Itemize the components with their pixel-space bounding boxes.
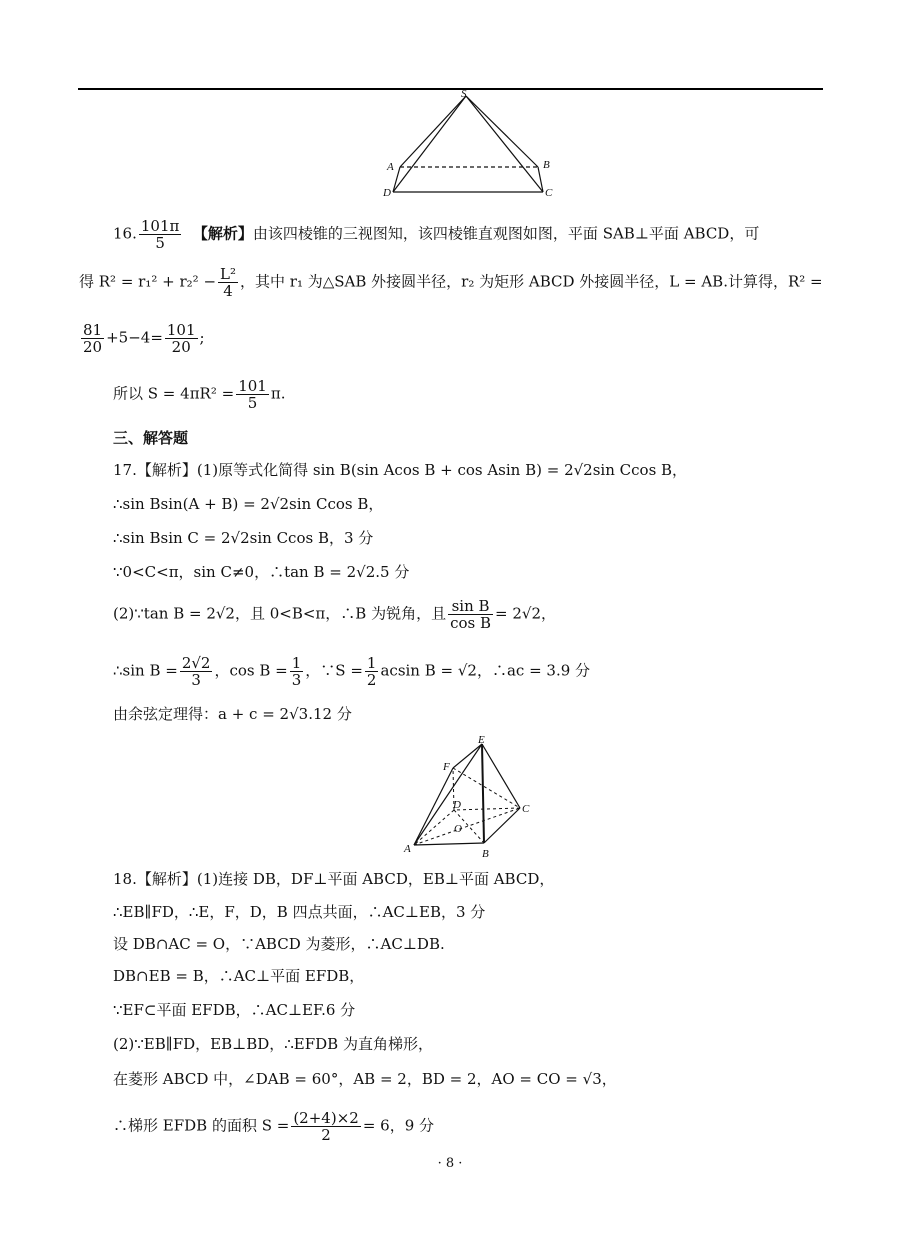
label-f: F <box>443 761 450 773</box>
section-heading: 三、解答题 <box>113 429 189 447</box>
label-e: E <box>478 734 485 746</box>
q18-line2: ∴EB∥FD，∴E，F，D，B 四点共面，∴AC⊥EB，3 分 <box>113 903 486 921</box>
label-s: S <box>461 88 467 100</box>
q18-line5: ∵EF⊂平面 EFDB，∴AC⊥EF.6 分 <box>113 1001 356 1019</box>
q18-line7: 在菱形 ABCD 中，∠DAB = 60°，AB = 2，BD = 2，AO = CO = √3， <box>113 1070 617 1088</box>
q17-line1: 17.【解析】(1)原等式化简得 sin B(sin Acos B + cos Asin B) = 2√2sin Ccos B， <box>113 461 688 479</box>
solid-figure <box>396 730 546 860</box>
label-c2: C <box>522 803 530 815</box>
pyramid-figure <box>380 88 560 200</box>
label-d: D <box>383 187 391 199</box>
q18-line8: ∴梯形 EFDB 的面积 S = $\frac{(2+4)\times 2}{2}$ = 6，9 分 <box>113 1109 435 1144</box>
label-a2: A <box>404 843 411 855</box>
q16-line4: 所以 S = 4πR² = $\frac{101}{5}$ π. <box>113 377 286 412</box>
label-o: O <box>454 823 462 835</box>
q17-line3: ∴sin Bsin C = 2√2sin Ccos B，3 分 <box>113 529 374 547</box>
q17-line7: 由余弦定理得：a + c = 2√3.12 分 <box>113 705 352 723</box>
q16-line1: 16. $\frac{101\pi}{5}$ 【解析】由该四棱锥的三视图知，该四棱锥直观图如图，平面 SAB⊥平面 ABCD，可 <box>113 217 760 252</box>
q16-answer-fraction: $\frac{101\pi}{5}$ <box>140 217 180 252</box>
label-b2: B <box>482 848 489 860</box>
q18-line4: DB∩EB = B，∴AC⊥平面 EFDB， <box>113 967 365 985</box>
q18-line6: (2)∵EB∥FD，EB⊥BD，∴EFDB 为直角梯形， <box>113 1035 433 1053</box>
q17-line4: ∵0<C<π，sin C≠0，∴tan B = 2√2.5 分 <box>113 563 410 581</box>
label-a: A <box>387 161 394 173</box>
q18-line1: 18.【解析】(1)连接 DB，DF⊥平面 ABCD，EB⊥平面 ABCD， <box>113 870 555 888</box>
label-b: B <box>543 159 550 171</box>
q17-line5: (2)∵tan B = 2√2，且 0<B<π，∴B 为锐角，且 $\frac{\text{sin B}}{\text{cos B}}$ = 2√2， <box>113 597 556 632</box>
q16-line3: $\frac{81}{20}$ +5−4= $\frac{101}{20}$ ; <box>83 321 205 356</box>
label-c: C <box>545 187 553 199</box>
page-number: · 8 · <box>437 1156 463 1171</box>
q18-line3: 设 DB∩AC = O，∵ABCD 为菱形，∴AC⊥DB. <box>113 935 445 953</box>
label-d2: D <box>453 799 461 811</box>
q17-line2: ∴sin Bsin(A + B) = 2√2sin Ccos B， <box>113 495 384 513</box>
q17-line6: ∴sin B = $\frac{2√2}{3}$ ，cos B = $\frac{1}{3}$ ，∵S = $\frac{1}{2}$ acsin B = √2，∴ac = 3.9 分 <box>113 654 591 689</box>
q16-line2: 得 R² = r₁² + r₂² − $\frac{\text{L²}}{4}$ ，其中 r₁ 为△SAB 外接圆半径，r₂ 为矩形 ABCD 外接圆半径，L = AB.计算得，R² = <box>79 265 823 300</box>
